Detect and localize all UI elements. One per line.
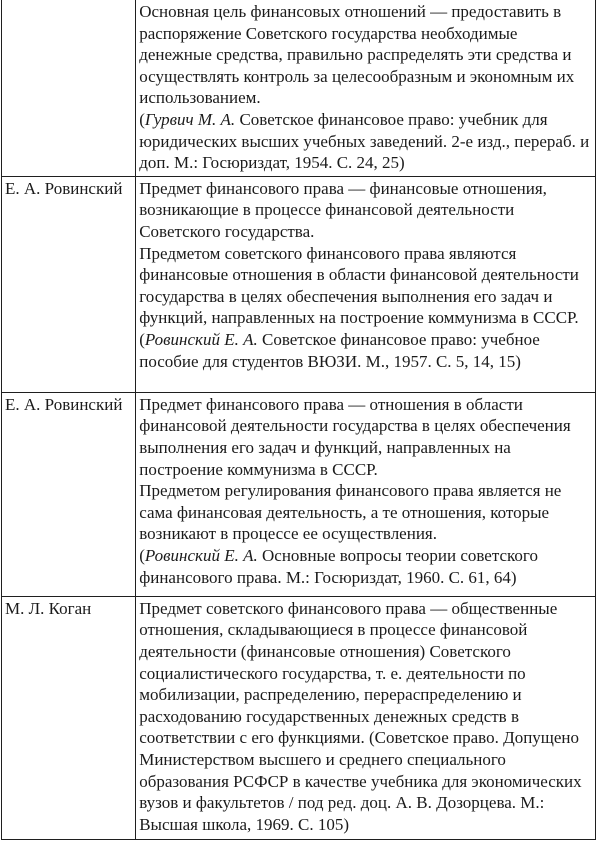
text-run: Советское финансовое право: учебное пособие для студентов ВЮЗИ. М., 1957. С. 5, 14, 15) <box>139 329 540 371</box>
author-cell: Е. А. Ровинский <box>2 392 136 596</box>
citation-author: Ровинский Е. А. <box>144 545 258 565</box>
definition-paragraph <box>139 329 592 372</box>
definition-paragraph <box>139 394 592 480</box>
definition-cell <box>136 596 596 839</box>
text-run: ( <box>139 329 145 349</box>
definition-cell <box>136 0 596 176</box>
text-run: Предмет советского финансового права — общественные отношения, складывающиеся в процессе финансовой деятельности (финансовые отношения) Советского социалистического государства, т. е. деятельности по мобилизации, распределению, перераспределению и расходованию государственных денежных средств в соответствии с его функциями. (Советское право. Допущено Министерством высшего и среднего специального образования РСФСР в качестве учебника для экономических вузов и факультетов / под ред. доц. А. В. Дозорцева. М.: Высшая школа, 1969. С. 105) <box>139 598 582 834</box>
citation-author: Ровинский Е. А. <box>144 329 258 349</box>
text-run: Основные вопросы теории советского финансового права. М.: Госюриздат, 1960. С. 61, 64) <box>139 545 538 587</box>
definition-cell <box>136 392 596 596</box>
definition-paragraph <box>139 480 592 545</box>
definition-paragraph <box>139 109 592 174</box>
text-run: Предметом советского финансового права являются финансовые отношения в области финансовой деятельности государства в целях обеспечения выполнения его задач и функций, направленных на построение коммунизма в СССР. <box>139 243 579 328</box>
text-run: Основная цель финансовых отношений — предоставить в распоряжение Советского государства необходимые денежные средства, правильно распределять эти средства и осуществлять контроль за целесообразным и экономным их использованием. <box>139 2 575 108</box>
author-cell: Е. А. Ровинский <box>2 176 136 392</box>
author-cell <box>2 0 136 176</box>
text-run: Предмет финансового права — отношения в области финансовой деятельности государства в целях обеспечения выполнения его задач и функций, направленных на построение коммунизма в СССР. <box>139 394 571 479</box>
table-row <box>2 176 596 392</box>
text-run: ( <box>139 109 145 129</box>
definition-paragraph <box>139 243 592 329</box>
table-row <box>2 392 596 596</box>
definition-paragraph <box>139 178 592 243</box>
definition-paragraph <box>139 598 592 836</box>
definition-paragraph <box>139 545 592 588</box>
table-row <box>2 596 596 839</box>
text-run: Предмет финансового права — финансовые отношения, возникающие в процессе финансовой деятельности Советского государства. <box>139 178 547 241</box>
text-run: Советское финансовое право: учебник для юридических высших учебных заведений. 2-е изд., перераб. и доп. М.: Госюриздат, 1954. С. 24, 25) <box>139 109 590 173</box>
author-cell: М. Л. Коган <box>2 596 136 839</box>
text-run: ( <box>139 545 145 565</box>
text-run: Предметом регулирования финансового права является не сама финансовая деятельность, а те отношения, которые возникают в процессе ее осуществления. <box>139 481 562 544</box>
table-row <box>2 0 596 176</box>
definition-cell <box>136 176 596 392</box>
definitions-table <box>1 0 596 840</box>
citation-author: Гурвич М. А. <box>144 109 236 129</box>
definition-paragraph <box>139 1 592 109</box>
